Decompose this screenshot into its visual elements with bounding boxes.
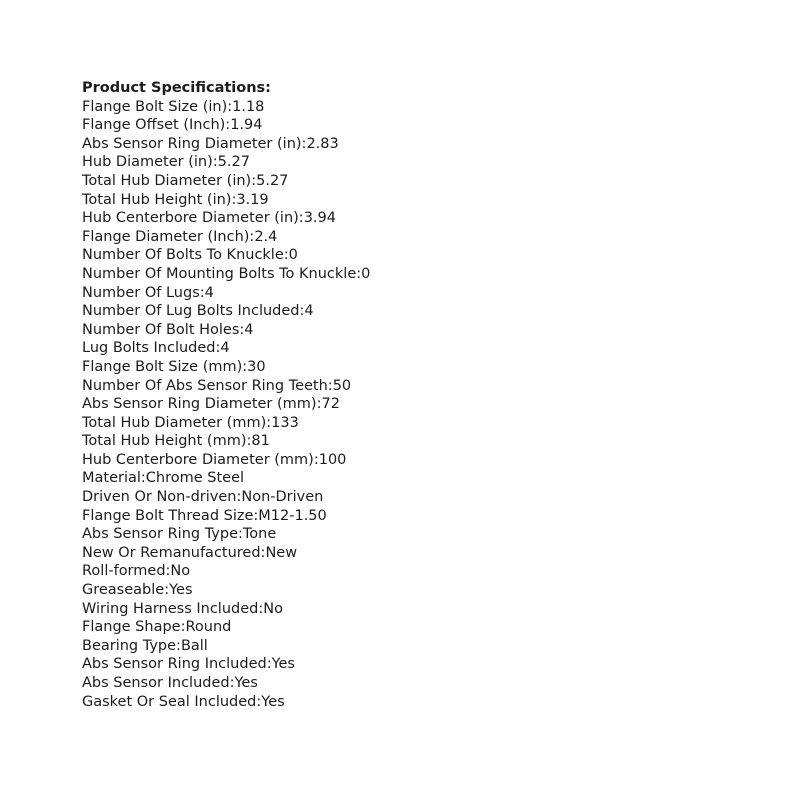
spec-value: 1.18: [232, 98, 265, 115]
spec-value: Chrome Steel: [145, 470, 245, 487]
spec-label: Abs Sensor Ring Type:: [82, 526, 243, 543]
spec-label: Total Hub Diameter (in):: [82, 172, 257, 189]
spec-heading: Product Specifications:: [82, 80, 271, 96]
spec-label: Hub Centerbore Diameter (in):: [82, 210, 304, 227]
spec-line: [82, 469, 370, 488]
spec-value: 81: [251, 433, 270, 450]
spec-line: [82, 600, 370, 619]
spec-label: Bearing Type:: [82, 637, 181, 654]
spec-line: [82, 525, 370, 544]
spec-label: Roll-formed:: [82, 563, 171, 580]
spec-label: Total Hub Height (mm):: [82, 433, 252, 450]
spec-value: 133: [271, 414, 299, 431]
spec-label: Number Of Lug Bolts Included:: [82, 303, 305, 320]
spec-line: [82, 432, 370, 451]
spec-line: [82, 358, 370, 377]
spec-value: Yes: [169, 582, 193, 599]
spec-line: [82, 488, 370, 507]
spec-line: [82, 153, 370, 172]
spec-line: [82, 507, 370, 526]
spec-label: Abs Sensor Ring Diameter (mm):: [82, 396, 322, 413]
spec-value: 0: [288, 247, 298, 264]
spec-label: Gasket Or Seal Included:: [82, 693, 262, 710]
spec-line: [82, 674, 370, 693]
spec-block: [82, 79, 370, 711]
spec-label: Number Of Abs Sensor Ring Teeth:: [82, 377, 333, 394]
spec-line: [82, 191, 370, 210]
spec-value: No: [170, 563, 191, 580]
spec-value: 30: [247, 358, 266, 375]
spec-label: Abs Sensor Included:: [82, 675, 235, 691]
spec-value: 50: [332, 377, 352, 394]
spec-line: [82, 693, 370, 712]
spec-value: Ball: [180, 637, 208, 654]
spec-label: Number Of Bolts To Knuckle:: [82, 247, 289, 264]
spec-value: 3.19: [236, 191, 269, 208]
spec-label: Hub Centerbore Diameter (mm):: [82, 451, 319, 468]
spec-value: Yes: [234, 675, 258, 691]
spec-label: Material:: [82, 470, 146, 487]
spec-value: Non-Driven: [241, 489, 324, 506]
spec-value: Round: [185, 619, 232, 636]
spec-value: 2.83: [306, 135, 339, 152]
spec-line: [82, 246, 370, 265]
spec-label: Greaseable:: [82, 582, 170, 599]
spec-line: [82, 451, 370, 470]
spec-label: Total Hub Diameter (mm):: [82, 414, 272, 431]
spec-value: 2.4: [254, 228, 278, 245]
spec-line: [82, 284, 370, 303]
spec-line: [82, 116, 370, 135]
spec-line: [82, 544, 370, 563]
spec-label: Flange Bolt Thread Size:: [82, 507, 259, 524]
spec-value: 0: [361, 265, 371, 282]
spec-label: Flange Offset (Inch):: [82, 117, 231, 134]
spec-label: Hub Diameter (in):: [82, 154, 218, 171]
spec-label: Abs Sensor Ring Included:: [82, 656, 272, 673]
spec-line: [82, 562, 370, 581]
spec-value: 4: [220, 340, 230, 357]
spec-label: Lug Bolts Included:: [82, 340, 221, 357]
spec-label: Abs Sensor Ring Diameter (in):: [82, 135, 307, 152]
spec-value: No: [263, 600, 283, 617]
spec-line: [82, 377, 370, 396]
spec-label: Number Of Lugs:: [82, 284, 205, 301]
spec-line: [82, 339, 370, 358]
spec-value: New: [265, 544, 298, 561]
spec-line: [82, 98, 370, 117]
spec-value: 5.27: [256, 172, 289, 189]
spec-line: [82, 637, 370, 656]
spec-label: Flange Bolt Size (mm):: [82, 358, 248, 375]
spec-label: Flange Diameter (Inch):: [82, 228, 255, 245]
spec-line: [82, 265, 370, 284]
spec-line: [82, 414, 370, 433]
spec-value: 5.27: [217, 154, 250, 171]
spec-value: Yes: [271, 656, 295, 673]
spec-value: 4: [244, 321, 254, 338]
spec-value: 3.94: [303, 210, 336, 227]
spec-label: Flange Shape:: [82, 619, 186, 636]
spec-label: Number Of Mounting Bolts To Knuckle:: [82, 265, 362, 282]
spec-value: Yes: [261, 693, 285, 710]
spec-value: 4: [204, 284, 214, 301]
spec-line: [82, 209, 370, 228]
spec-value: 100: [318, 451, 347, 468]
spec-line: [82, 302, 370, 321]
spec-label: Driven Or Non-driven:: [82, 489, 242, 506]
spec-line: [82, 655, 370, 674]
spec-label: New Or Remanufactured:: [82, 544, 266, 561]
spec-value: Tone: [242, 526, 277, 543]
spec-line: [82, 321, 370, 340]
spec-list: [82, 98, 370, 712]
spec-label: Flange Bolt Size (in):: [82, 98, 233, 115]
spec-line: [82, 135, 370, 154]
spec-label: Number Of Bolt Holes:: [82, 321, 245, 338]
spec-value: 1.94: [230, 117, 263, 134]
spec-line: [82, 228, 370, 247]
spec-line: [82, 172, 370, 191]
spec-label: Wiring Harness Included:: [82, 600, 264, 617]
spec-value: M12-1.50: [258, 507, 327, 524]
spec-line: [82, 581, 370, 600]
spec-line: [82, 395, 370, 414]
spec-value: 72: [321, 396, 340, 413]
spec-label: Total Hub Height (in):: [82, 191, 237, 208]
spec-line: [82, 618, 370, 637]
spec-value: 4: [304, 303, 314, 320]
